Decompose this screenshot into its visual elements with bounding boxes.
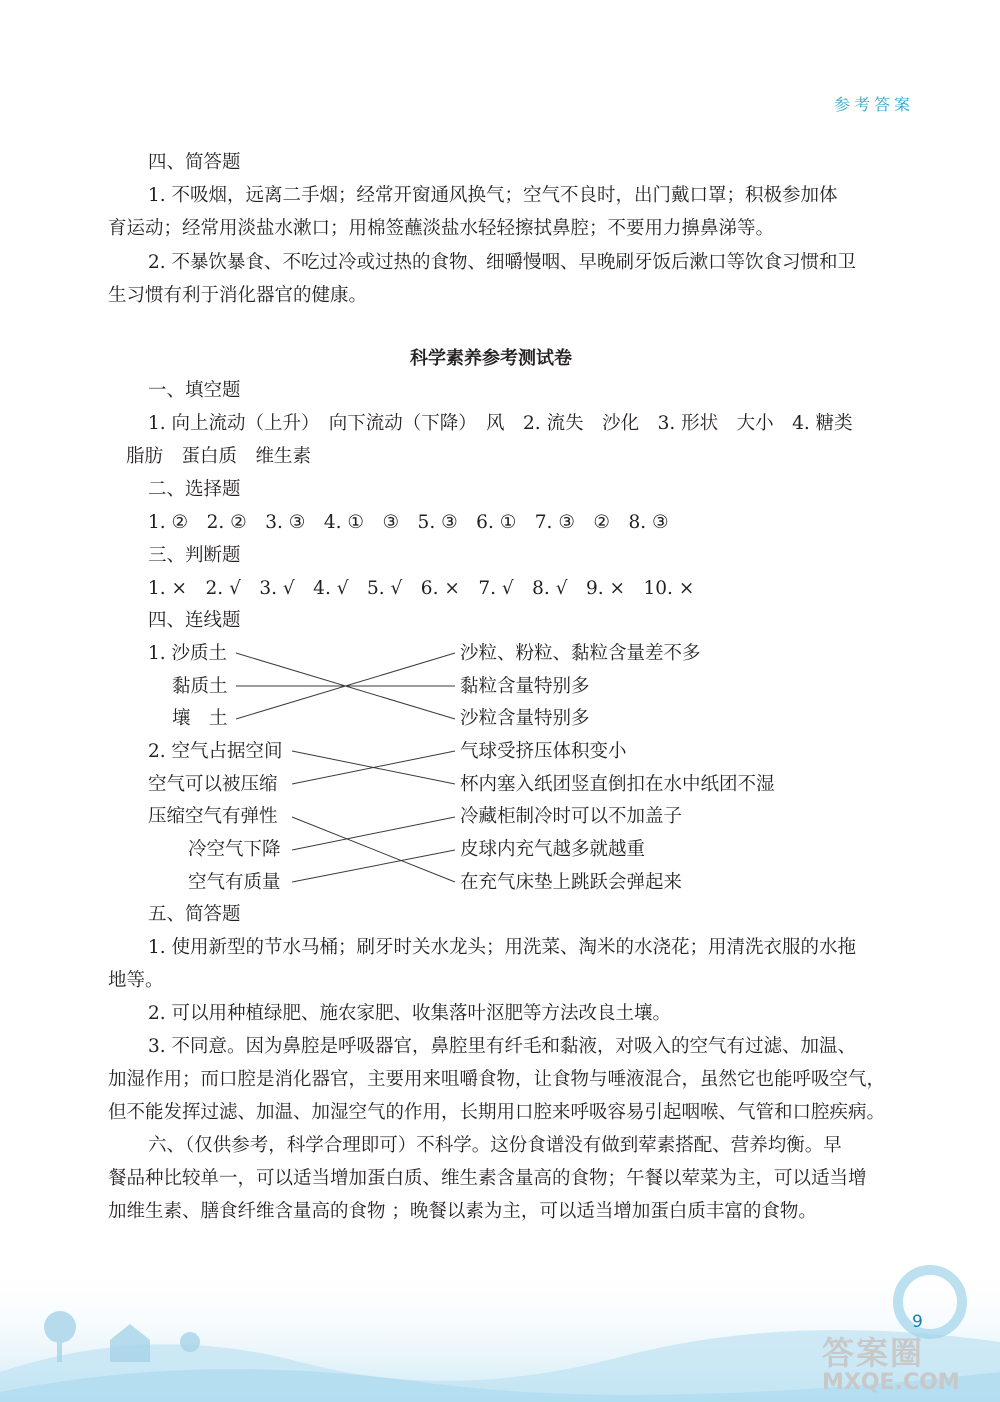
answer-line: 1. 向上流动（上升） 向下流动（下降） 风 2. 流失 沙化 3. 形状 大小 4. 糖类 bbox=[148, 413, 853, 434]
section-heading: 四、连线题 bbox=[148, 610, 241, 631]
answer-line: 1. ② 2. ② 3. ③ 4. ① ③ 5. ③ 6. ① 7. ③ ② 8. ③ bbox=[148, 512, 669, 533]
match-right-item: 气球受挤压体积变小 bbox=[460, 741, 627, 762]
match-left-item: 壤 土 bbox=[172, 708, 228, 729]
watermark-url: MXQE.COM bbox=[822, 1370, 960, 1395]
answer-line: 1. × 2. √ 3. √ 4. √ 5. √ 6. × 7. √ 8. √ 9. × 10. × bbox=[148, 578, 695, 599]
match-left-item: 空气可以被压缩 bbox=[148, 774, 278, 795]
match-right-item: 杯内塞入纸团竖直倒扣在水中纸团不湿 bbox=[460, 774, 775, 795]
match-line bbox=[292, 817, 455, 882]
paragraph-line: 生习惯有利于消化器官的健康。 bbox=[108, 285, 368, 306]
match-right-item: 冷藏柜制冷时可以不加盖子 bbox=[460, 806, 683, 827]
paragraph-line: 加维生素、膳食纤维含量高的食物 ；晚餐以素为主，可以适当增加蛋白质丰富的食物。 bbox=[108, 1201, 817, 1222]
match-line bbox=[292, 751, 455, 784]
match-line bbox=[236, 653, 455, 719]
section-heading: 五、简答题 bbox=[148, 904, 241, 925]
match-line bbox=[236, 653, 455, 719]
section-heading: 四、简答题 bbox=[148, 152, 241, 173]
test-title: 科学素养参考测试卷 bbox=[410, 348, 572, 369]
watermark-text: 答案圈 bbox=[822, 1334, 925, 1372]
section-heading: 三、判断题 bbox=[148, 545, 241, 566]
match-right-item: 黏粒含量特别多 bbox=[460, 676, 590, 697]
match-line bbox=[292, 850, 455, 882]
paragraph-line: 餐品种比较单一，可以适当增加蛋白质、维生素含量高的食物；午餐以荤菜为主，可以适当增 bbox=[108, 1168, 867, 1189]
match-left-item: 冷空气下降 bbox=[188, 839, 281, 860]
match-left-item: 2. 空气占据空间 bbox=[148, 741, 283, 762]
match-right-item: 皮球内充气越多就越重 bbox=[460, 839, 646, 860]
paragraph-line: 地等。 bbox=[108, 970, 164, 991]
paragraph-line: 但不能发挥过滤、加温、加湿空气的作用，长期用口腔来呼吸容易引起咽喉、气管和口腔疾病。 bbox=[108, 1102, 886, 1123]
section-heading: 二、选择题 bbox=[148, 479, 241, 500]
watermark bbox=[822, 1328, 960, 1395]
match-left-item: 黏质土 bbox=[172, 676, 228, 697]
paragraph-line: 1. 不吸烟，远离二手烟；经常开窗通风换气；空气不良时，出门戴口罩；积极参加体 bbox=[148, 185, 838, 206]
match-line bbox=[292, 751, 455, 784]
page-number: 9 bbox=[912, 1312, 923, 1332]
paragraph-line: 2. 可以用种植绿肥、施农家肥、收集落叶沤肥等方法改良土壤。 bbox=[148, 1003, 672, 1024]
match-line bbox=[292, 817, 455, 850]
section-heading: 一、填空题 bbox=[148, 380, 241, 401]
paragraph-line: 2. 不暴饮暴食、不吃过冷或过热的食物、细嚼慢咽、早晚刷牙饭后漱口等饮食习惯和卫 bbox=[148, 252, 857, 273]
paragraph-line: 六、（仅供参考，科学合理即可）不科学。这份食谱没有做到荤素搭配、营养均衡。早 bbox=[148, 1135, 842, 1156]
paragraph-line: 1. 使用新型的节水马桶；刷牙时关水龙头；用洗菜、淘米的水浇花；用清洗衣服的水拖 bbox=[148, 937, 857, 958]
header-section-tag: 参考答案 bbox=[833, 95, 914, 114]
answer-line: 脂肪 蛋白质 维生素 bbox=[126, 446, 312, 467]
paragraph-line: 加湿作用；而口腔是消化器官，主要用来咀嚼食物，让食物与唾液混合，虽然它也能呼吸空气， bbox=[108, 1069, 886, 1090]
paragraph-line: 3. 不同意。因为鼻腔是呼吸器官，鼻腔里有纤毛和黏液，对吸入的空气有过滤、加温、 bbox=[148, 1036, 857, 1057]
match-right-item: 在充气床垫上跳跃会弹起来 bbox=[460, 872, 683, 893]
match-left-item: 空气有质量 bbox=[188, 872, 281, 893]
match-right-item: 沙粒、粉粒、黏粒含量差不多 bbox=[460, 643, 701, 664]
paragraph-line: 育运动；经常用淡盐水漱口；用棉签蘸淡盐水轻轻擦拭鼻腔；不要用力擤鼻涕等。 bbox=[108, 218, 775, 239]
match-left-item: 压缩空气有弹性 bbox=[148, 806, 278, 827]
match-right-item: 沙粒含量特别多 bbox=[460, 708, 590, 729]
match-left-item: 1. 沙质土 bbox=[148, 643, 228, 664]
